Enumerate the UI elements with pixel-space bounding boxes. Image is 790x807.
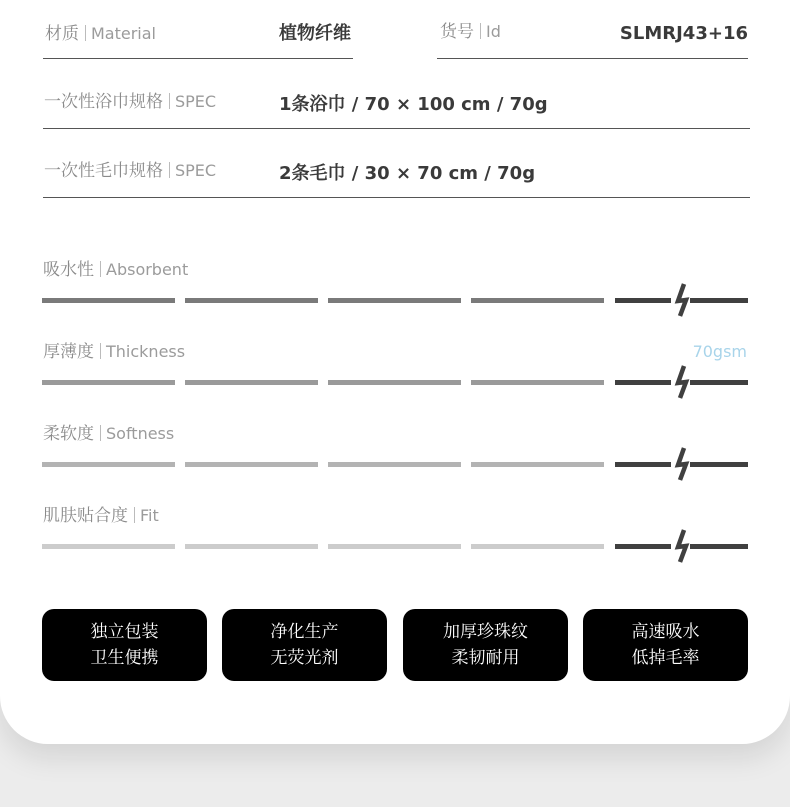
attribute-row: [0, 258, 790, 328]
rating-segment: [42, 298, 175, 303]
rating-segment: [185, 544, 318, 549]
rating-segment: [185, 380, 318, 385]
attribute-row: [0, 504, 790, 574]
feature-tag-line: 无荧光剂: [270, 648, 339, 668]
rating-segment: [185, 298, 318, 303]
label-divider: [100, 261, 101, 277]
label-divider: [480, 23, 481, 39]
attribute-label-zh: 吸水性: [43, 260, 94, 280]
rating-segment: [328, 544, 461, 549]
attribute-label-en: Thickness: [106, 342, 186, 361]
attribute-row: [0, 422, 790, 492]
rating-segment: [42, 544, 175, 549]
feature-tag-line: 卫生便携: [90, 648, 159, 668]
item-id-label-zh: 货号: [440, 22, 474, 42]
attribute-label-en: Fit: [140, 506, 159, 525]
attribute-label-zh: 柔软度: [43, 424, 94, 444]
feature-tags: [42, 609, 748, 681]
feature-tag-line: 低掉毛率: [631, 648, 700, 668]
item-id-label-en: Id: [486, 22, 501, 41]
rating-segment: [471, 462, 604, 467]
label-divider: [169, 93, 170, 109]
feature-tag-line: 柔韧耐用: [451, 648, 520, 668]
spec-label-zh: 一次性浴巾规格: [44, 92, 163, 112]
material-label-zh: 材质: [45, 24, 79, 44]
material-row: [43, 14, 353, 59]
bath-towel-spec-label: [44, 82, 216, 122]
lightning-indicator-icon: [615, 448, 748, 480]
rating-bar: [0, 278, 790, 318]
attribute-label-en: Absorbent: [106, 260, 189, 279]
bath-towel-spec-value: 1条浴巾 / 70 × 100 cm / 70g: [279, 94, 548, 115]
rating-segment: [328, 462, 461, 467]
face-towel-spec-value: 2条毛巾 / 30 × 70 cm / 70g: [279, 163, 536, 184]
label-divider: [134, 507, 135, 523]
lightning-indicator-icon: [615, 284, 748, 316]
feature-tag-line: 独立包装: [90, 622, 159, 642]
lightning-indicator-icon: [615, 530, 748, 562]
material-label: [45, 14, 156, 54]
face-towel-spec-row: [43, 157, 750, 198]
feature-tag-line: 加厚珍珠纹: [443, 622, 528, 642]
material-value: 植物纤维: [279, 23, 351, 44]
item-id-label: [440, 12, 501, 52]
rating-segment: [328, 380, 461, 385]
attribute-label-zh: 肌肤贴合度: [43, 506, 128, 526]
face-towel-spec-label: [44, 151, 216, 191]
rating-bar: [0, 360, 790, 400]
spec-label-zh: 一次性毛巾规格: [44, 161, 163, 181]
rating-segment: [185, 462, 318, 467]
item-id-value: SLMRJ43+16: [619, 23, 748, 44]
lightning-indicator-icon: [615, 366, 748, 398]
item-id-row: [437, 14, 748, 59]
label-divider: [85, 25, 86, 41]
feature-tag: [222, 609, 387, 681]
feature-tag-line: 净化生产: [270, 622, 339, 642]
label-divider: [100, 343, 101, 359]
rating-bar: [0, 442, 790, 482]
feature-tag: [42, 609, 207, 681]
spec-label-en: SPEC: [175, 92, 217, 111]
attribute-row: [0, 340, 790, 410]
material-label-en: Material: [91, 24, 156, 43]
label-divider: [100, 425, 101, 441]
feature-tag: [583, 609, 748, 681]
feature-tag: [403, 609, 568, 681]
rating-segment: [471, 544, 604, 549]
bath-towel-spec-row: [43, 88, 750, 129]
rating-segment: [471, 380, 604, 385]
spec-label-en: SPEC: [175, 161, 217, 180]
attribute-label-en: Softness: [106, 424, 175, 443]
feature-tag-line: 高速吸水: [631, 622, 700, 642]
rating-segment: [471, 298, 604, 303]
rating-segment: [42, 462, 175, 467]
rating-segment: [42, 380, 175, 385]
rating-segment: [328, 298, 461, 303]
rating-bar: [0, 524, 790, 564]
label-divider: [169, 162, 170, 178]
attribute-label-zh: 厚薄度: [43, 342, 94, 362]
attribute-extra-value: 70gsm: [692, 342, 747, 361]
